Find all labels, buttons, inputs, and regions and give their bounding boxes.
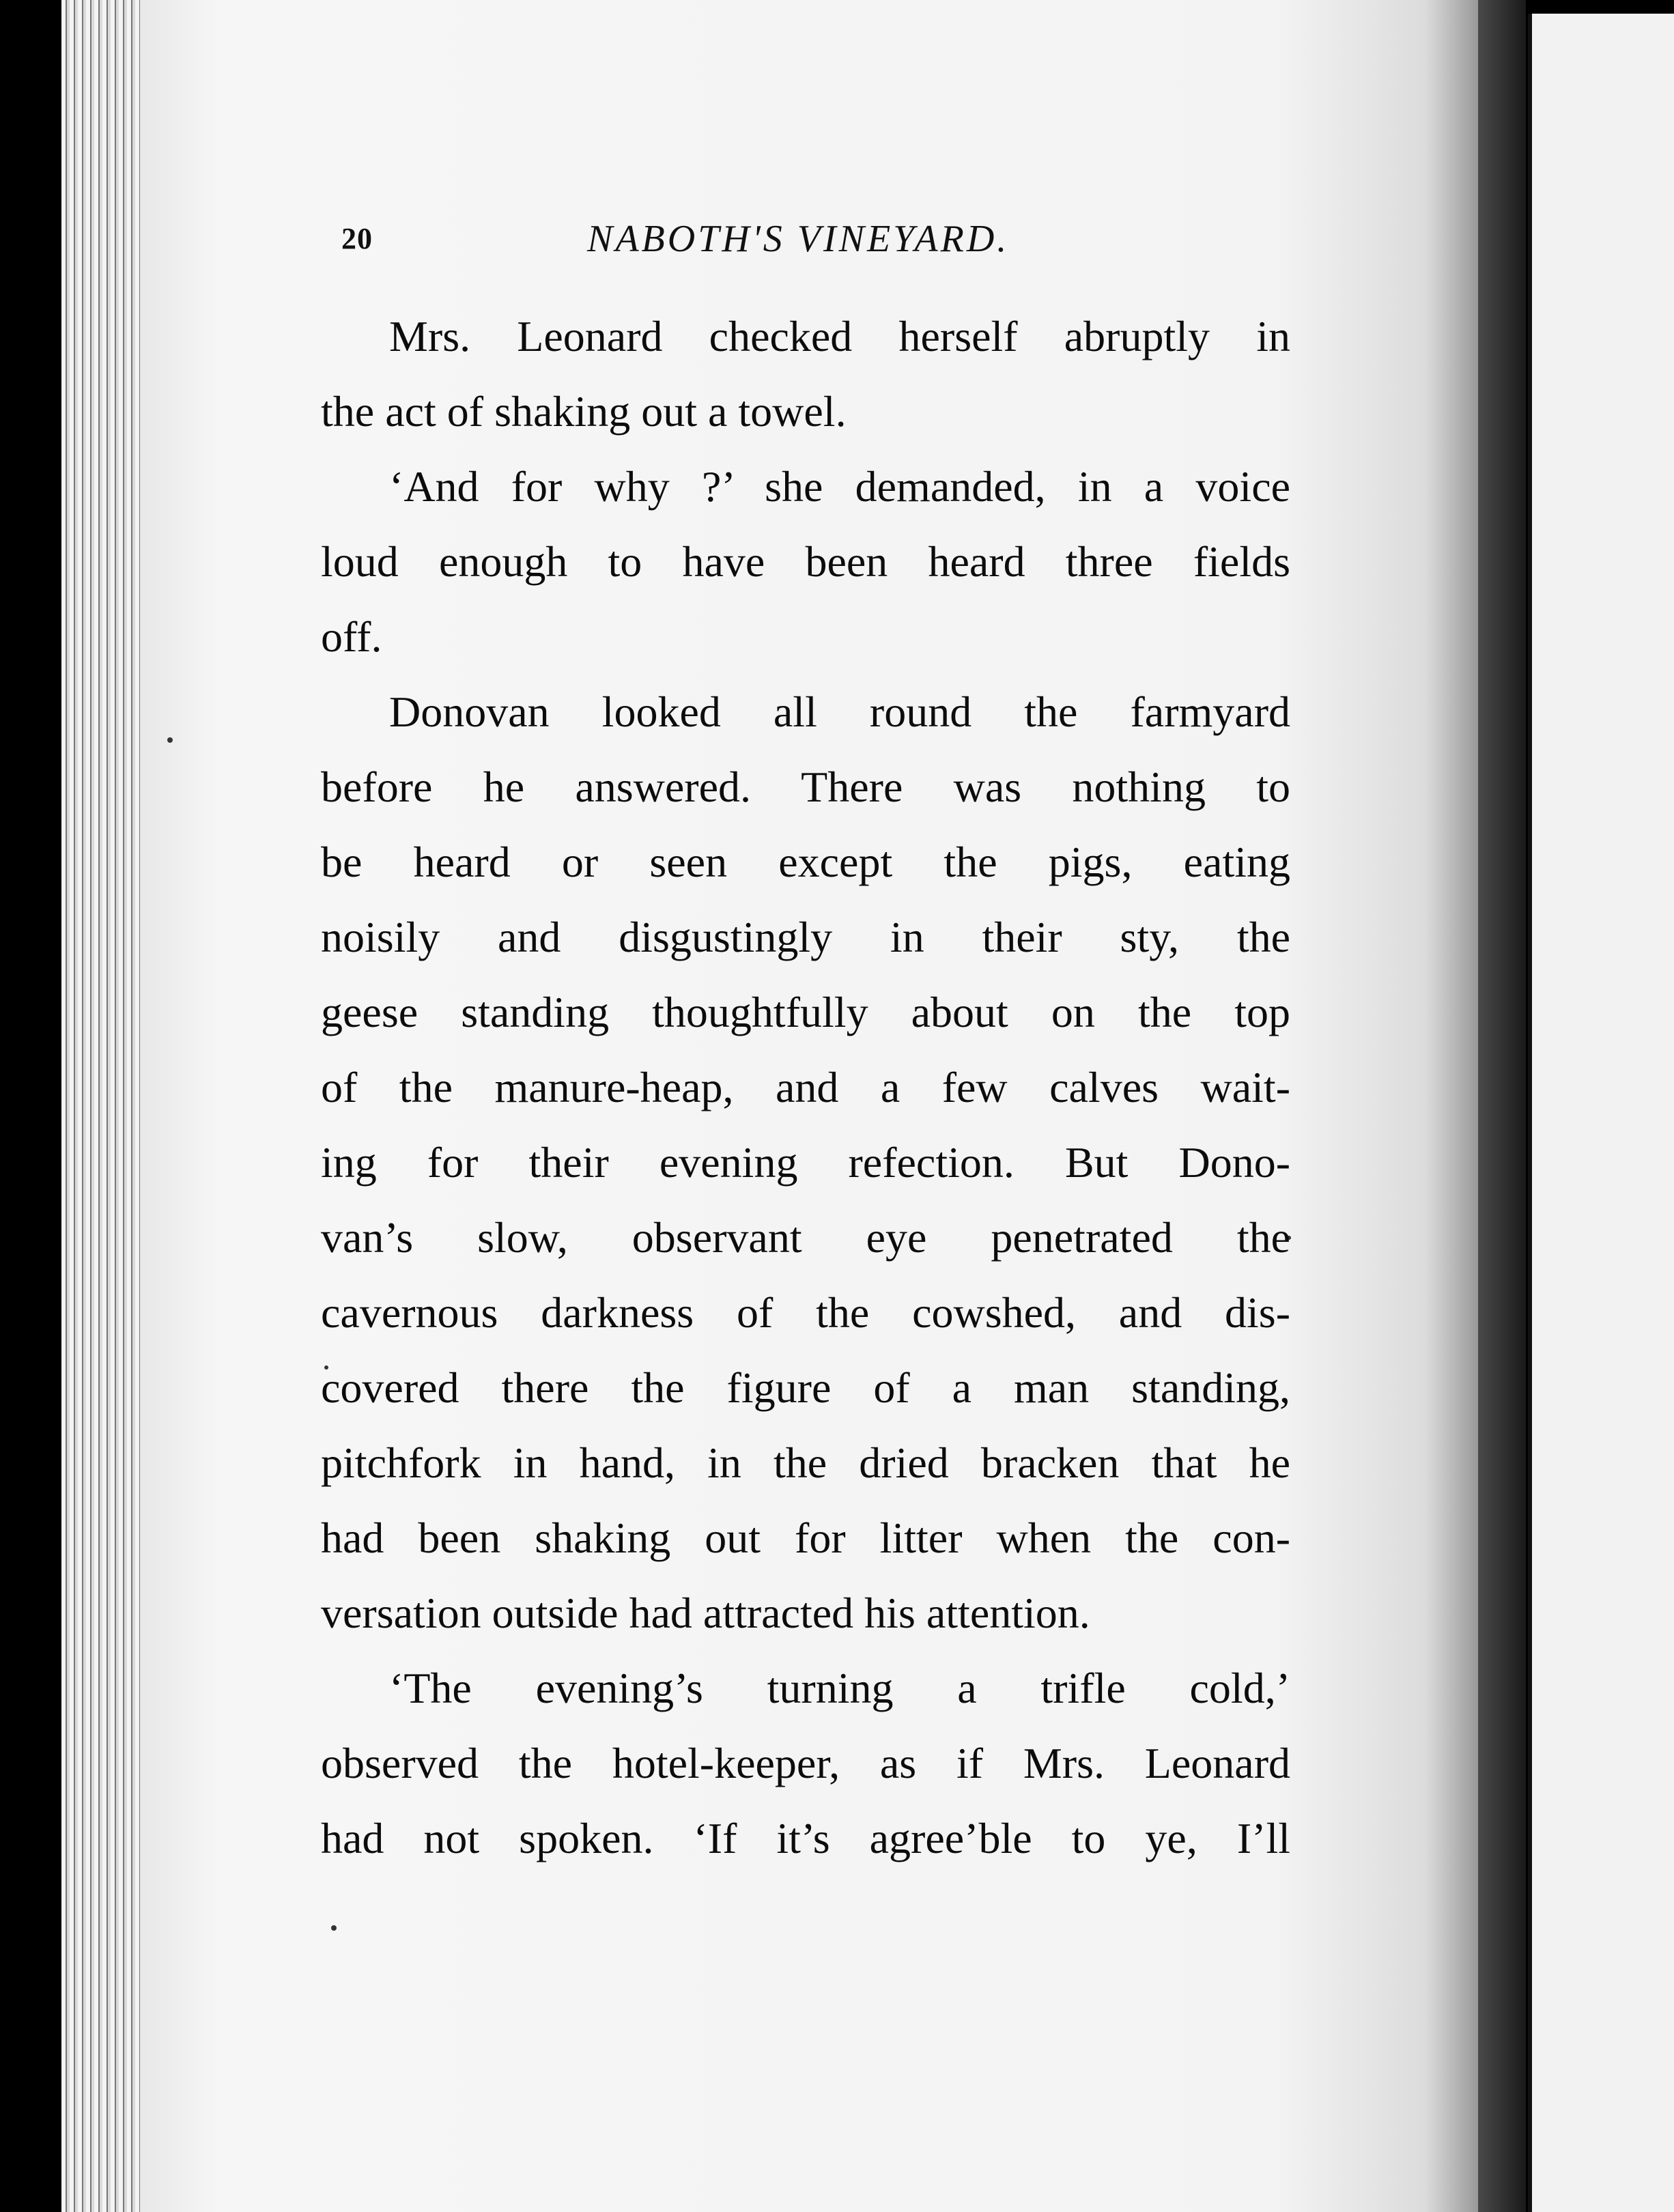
page-header — [341, 217, 1079, 272]
speck — [167, 737, 173, 743]
text-line: Mrs. Leonard checked herself abruptly in — [389, 312, 1290, 360]
text-line: be heard or seen except the pigs, eating — [321, 838, 1290, 886]
text-line: covered there the figure of a man standing, — [321, 1363, 1290, 1412]
facing-page-edge — [1528, 14, 1674, 2212]
text-line: off. — [321, 612, 382, 661]
text-line: noisily and disgustingly in their sty, the — [321, 913, 1290, 961]
text-line: had been shaking out for litter when the con- — [321, 1514, 1290, 1562]
binding-gutter — [1478, 0, 1526, 2212]
page-number: 20 — [341, 222, 373, 255]
text-line: pitchfork in hand, in the dried bracken that he — [321, 1438, 1290, 1487]
text-line: ‘The evening’s turning a trifle cold,’ — [389, 1664, 1290, 1712]
text-line: Donovan looked all round the farmyard — [389, 687, 1290, 736]
body-text — [321, 299, 1290, 1876]
text-line: observed the hotel-keeper, as if Mrs. Leonard — [321, 1739, 1290, 1787]
text-line: before he answered. There was nothing to — [321, 763, 1290, 811]
text-line: ing for their evening refection. But Dono- — [321, 1138, 1290, 1187]
speck — [331, 1925, 337, 1931]
text-line: geese standing thoughtfully about on the top — [321, 988, 1290, 1036]
text-line: van’s slow, observant eye penetrated the — [321, 1213, 1290, 1262]
page-edge-stack — [61, 0, 143, 2212]
text-line: had not spoken. ‘If it’s agree’ble to ye, I’ll — [321, 1814, 1290, 1862]
text-line: cavernous darkness of the cowshed, and dis- — [321, 1288, 1290, 1337]
text-line: of the manure-heap, and a few calves wait- — [321, 1063, 1290, 1111]
text-line: ‘And for why ?’ she demanded, in a voice — [389, 462, 1290, 511]
text-line: versation outside had attracted his attention. — [321, 1589, 1090, 1637]
running-title: NABOTH'S VINEYARD. — [587, 218, 1010, 260]
text-line: loud enough to have been heard three fields — [321, 537, 1290, 586]
text-line: the act of shaking out a towel. — [321, 387, 847, 436]
